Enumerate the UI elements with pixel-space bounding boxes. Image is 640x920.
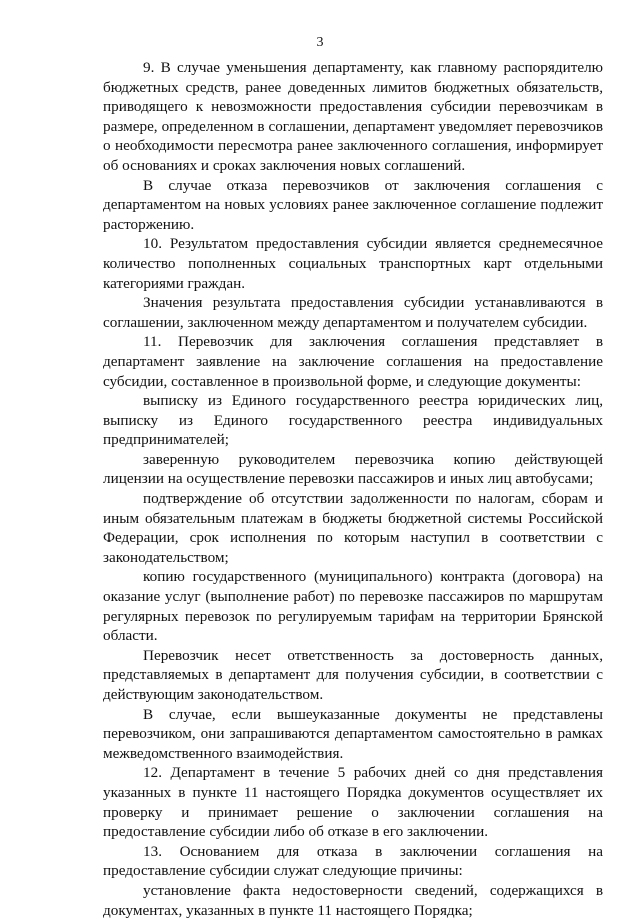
paragraph-10-values: Значения результата предоставления субсидии устанавливаются в соглашении, заключенном между департаментом и получателем субсидии. [103,294,603,331]
paragraph-12: 12. Департамент в течение 5 рабочих дней со дня представления указанных в пункте 11 настоящего Порядка документов осуществляет их проверку и принимает решение о заключении соглашения на предоставление субсидии либо об отказе в его заключении. [103,764,603,841]
paragraph-11-no-debt-confirmation: подтверждение об отсутствии задолженности по налогам, сборам и иным обязательным платежам в бюджеты бюджетной системы Российской Федерации, срок исполнения по которым наступил в соответствии с законодательством; [103,490,603,566]
paragraph-13: 13. Основанием для отказа в заключении соглашения на предоставление субсидии служат следующие причины: [103,842,603,880]
paragraph-11-registry-extract: выписку из Единого государственного реестра юридических лиц, выписку из Единого государственного реестра индивидуальных предпринимателей; [103,392,603,449]
paragraph-11-interagency-request: В случае, если вышеуказанные документы не представлены перевозчиком, они запрашиваются департаментом самостоятельно в рамках межведомственного взаимодействия. [103,705,603,762]
document-body [103,58,603,920]
paragraph-11-responsibility: Перевозчик несет ответственность за достоверность данных, представляемых в департамент для получения субсидии, в соответствии с действующим законодательством. [103,646,603,703]
paragraph-9: 9. В случае уменьшения департаменту, как главному распорядителю бюджетных средств, ранее доведенных лимитов бюджетных обязательств, приводящего к невозможности предоставления субсидии перевозчикам в размере, определенном в соглашении, департамент уведомляет перевозчиков о необходимости пересмотра ранее заключенного соглашения, информирует об основаниях и сроках заключения новых соглашений. [103,59,603,174]
paragraph-11-contract-copy: копию государственного (муниципального) контракта (договора) на оказание услуг (выполнение работ) по перевозке пассажиров по маршрутам регулярных перевозок по регулируемым тарифам на территории Брянской области. [103,568,603,645]
paragraph-13-unreliable-info: установление факта недостоверности сведений, содержащихся в документах, указанных в пункте 11 настоящего Порядка; [103,881,603,919]
paragraph-11-license-copy: заверенную руководителем перевозчика копию действующей лицензии на осуществление перевозки пассажиров и иных лиц автобусами; [103,450,603,488]
paragraph-11: 11. Перевозчик для заключения соглашения представляет в департамент заявление на заключение соглашения на предоставление субсидии, составленное в произвольной форме, и следующие документы: [103,333,603,390]
paragraph-10: 10. Результатом предоставления субсидии является среднемесячное количество пополненных социальных транспортных карт отдельными категориями граждан. [103,235,603,292]
page-number: 3 [316,35,324,50]
paragraph-9-refusal: В случае отказа перевозчиков от заключения соглашения с департаментом на новых условиях ранее заключенное соглашение подлежит расторжению. [103,176,603,233]
